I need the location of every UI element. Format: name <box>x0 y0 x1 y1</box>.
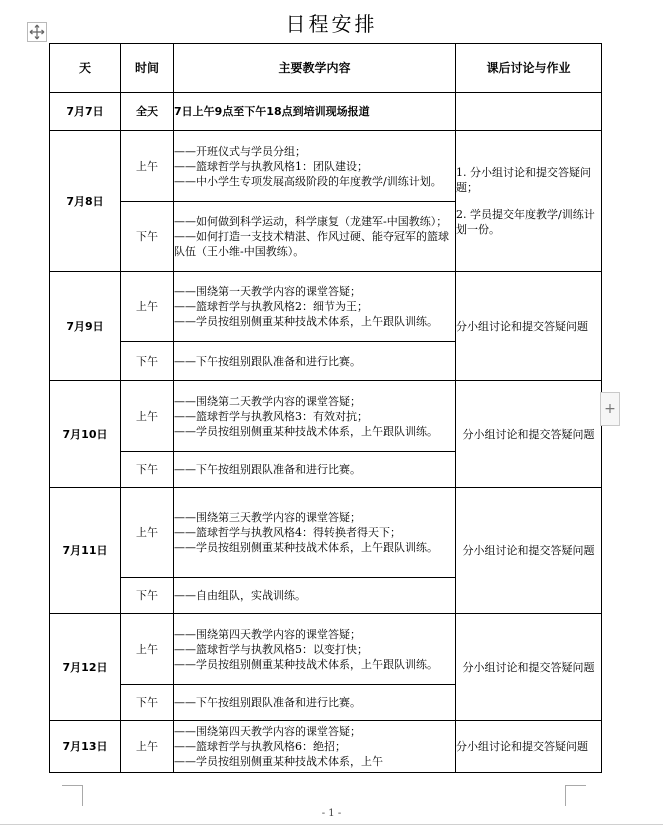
homework-cell: 分小组讨论和提交答疑问题 <box>456 488 602 614</box>
homework-item: 1. 分小组讨论和提交答疑问题； <box>456 166 591 194</box>
content-line: ——中小学生专项发展高级阶段的年度教学/训练计划。 <box>174 174 442 188</box>
content-cell <box>174 578 456 614</box>
content-line: ——学员按组别侧重某种技战术体系，上午跟队训练。 <box>174 424 438 438</box>
header-homework: 课后讨论与作业 <box>456 44 602 93</box>
time-cell: 下午 <box>121 578 174 614</box>
schedule-table <box>49 43 602 773</box>
table-row <box>50 381 602 452</box>
table-row <box>50 721 602 773</box>
time-cell: 上午 <box>121 131 174 202</box>
table-row <box>50 272 602 342</box>
content-line: ——篮球哲学与执教风格1：团队建设； <box>174 159 368 173</box>
time-cell: 上午 <box>121 721 174 773</box>
content-line: ——篮球哲学与执教风格3：有效对抗； <box>174 409 368 423</box>
page-corner-mark <box>62 785 83 806</box>
content-line: ——篮球哲学与执教风格6：绝招； <box>174 740 346 753</box>
content-cell <box>174 202 456 272</box>
content-line: ——篮球哲学与执教风格2：细节为王； <box>174 300 368 313</box>
day-cell: 7月8日 <box>50 131 121 272</box>
day-cell: 7月7日 <box>50 93 121 131</box>
content-cell <box>174 131 456 202</box>
time-cell: 上午 <box>121 381 174 452</box>
day-cell: 7月12日 <box>50 614 121 721</box>
add-icon: + <box>604 401 616 417</box>
day-cell: 7月13日 <box>50 721 121 773</box>
content-line: ——篮球哲学与执教风格4：得转换者得天下； <box>174 526 401 539</box>
header-day: 天 <box>50 44 121 93</box>
time-cell: 上午 <box>121 488 174 578</box>
time-cell: 下午 <box>121 452 174 488</box>
content-line: ——如何做到科学运动，科学康复（龙建军-中国教练）； <box>174 215 448 228</box>
page-corner-mark <box>565 785 586 806</box>
content-cell <box>174 721 456 773</box>
content-line: ——学员按组别侧重某种技战术体系，上午跟队训练。 <box>174 541 438 554</box>
content-line: ——围绕第一天教学内容的课堂答疑； <box>174 285 361 298</box>
table-header-row <box>50 44 602 93</box>
content-cell <box>174 685 456 721</box>
table-row <box>50 488 602 578</box>
content-line: ——如何打造一支技术精湛、作风过硬、能夺冠军的篮球队伍（王小维-中国教练）。 <box>174 230 449 258</box>
header-time: 时间 <box>121 44 174 93</box>
content-line: ——自由组队，实战训练。 <box>174 589 306 602</box>
content-line: ——开班仪式与学员分组； <box>174 144 306 158</box>
page-number: - 1 - <box>321 808 342 819</box>
page-title: 日程安排 <box>285 12 378 36</box>
header-content: 主要教学内容 <box>174 44 456 93</box>
content-line: ——下午按组别跟队准备和进行比赛。 <box>174 696 361 709</box>
content-line: ——学员按组别侧重某种技战术体系，上午 <box>174 755 383 768</box>
content-line: ——围绕第二天教学内容的课堂答疑； <box>174 394 361 408</box>
homework-cell: 分小组讨论和提交答疑问题 <box>456 721 602 773</box>
content-line: ——下午按组别跟队准备和进行比赛。 <box>174 463 361 476</box>
time-cell: 上午 <box>121 614 174 685</box>
day-cell: 7月9日 <box>50 272 121 381</box>
time-cell: 全天 <box>121 93 174 131</box>
content-line: ——学员按组别侧重某种技战术体系，上午跟队训练。 <box>174 315 438 328</box>
table-row <box>50 614 602 685</box>
time-cell: 上午 <box>121 272 174 342</box>
content-cell <box>174 272 456 342</box>
content-cell <box>174 381 456 452</box>
day-cell: 7月11日 <box>50 488 121 614</box>
content-line: ——围绕第三天教学内容的课堂答疑； <box>174 511 361 524</box>
time-cell: 下午 <box>121 685 174 721</box>
content-line: ——学员按组别侧重某种技战术体系，上午跟队训练。 <box>174 657 438 671</box>
content-cell <box>174 614 456 685</box>
table-row <box>50 131 602 202</box>
day-cell: 7月10日 <box>50 381 121 488</box>
content-cell <box>174 488 456 578</box>
homework-cell: 分小组讨论和提交答疑问题 <box>456 614 602 721</box>
content-cell <box>174 452 456 488</box>
homework-cell: 分小组讨论和提交答疑问题 <box>456 381 602 488</box>
add-column-button[interactable] <box>600 392 620 426</box>
time-cell: 下午 <box>121 342 174 381</box>
content-line: ——围绕第四天教学内容的课堂答疑； <box>174 627 361 641</box>
time-cell: 下午 <box>121 202 174 272</box>
page-separator <box>0 824 663 825</box>
table-row <box>50 93 602 131</box>
content-line: ——围绕第四天教学内容的课堂答疑； <box>174 725 361 738</box>
homework-cell <box>456 131 602 272</box>
homework-cell <box>456 93 602 131</box>
homework-item: 2. 学员提交年度教学/训练计划一份。 <box>456 208 595 236</box>
homework-cell: 分小组讨论和提交答疑问题 <box>456 272 602 381</box>
content-cell: 7日上午9点至下午18点到培训现场报道 <box>174 93 456 131</box>
content-cell <box>174 342 456 381</box>
content-line: ——篮球哲学与执教风格5：以变打快； <box>174 642 368 656</box>
content-line: ——下午按组别跟队准备和进行比赛。 <box>174 354 361 368</box>
